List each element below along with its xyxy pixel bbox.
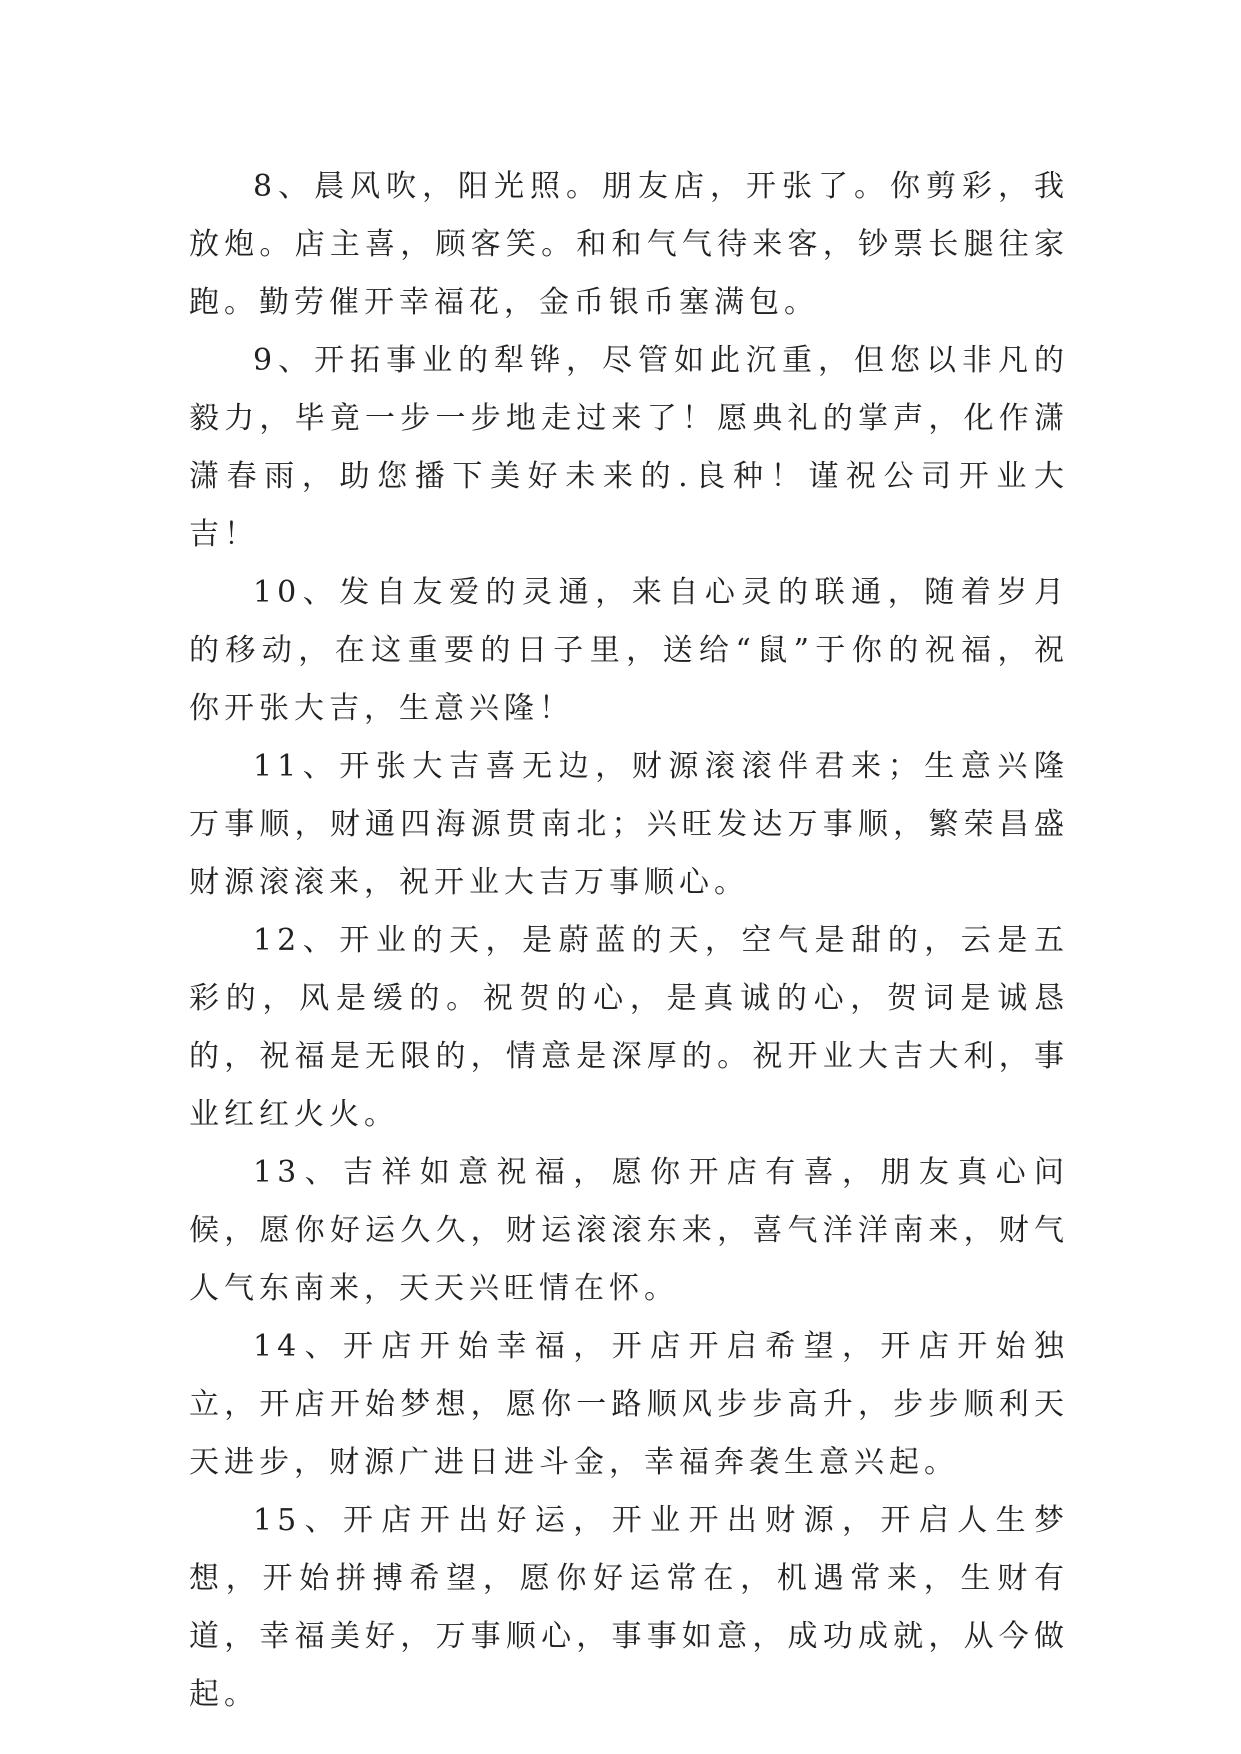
paragraph-13: 13、吉祥如意祝福，愿你开店有喜，朋友真心问候，愿你好运久久，财运滚滚东来，喜气洋洋南来，财气人气东南来，天天兴旺情在怀。 — [189, 1155, 1069, 1306]
paragraph-12: 12、开业的天，是蔚蓝的天，空气是甜的，云是五彩的，风是缓的。祝贺的心，是真诚的心，贺词是诚恳的，祝福是无限的，情意是深厚的。祝开业大吉大利，事业红红火火。 — [189, 923, 1069, 1132]
paragraph-15: 15、开店开出好运，开业开出财源，开启人生梦想，开始拼搏希望，愿你好运常在，机遇常来，生财有道，幸福美好，万事顺心，事事如意，成功成就，从今做起。 — [189, 1503, 1069, 1712]
document-body — [189, 158, 1069, 1724]
paragraph-10: 10、发自友爱的灵通，来自心灵的联通，随着岁月的移动，在这重要的日子里，送给“鼠”于你的祝福，祝你开张大吉，生意兴隆！ — [189, 575, 1069, 726]
paragraph-9: 9、开拓事业的犁铧，尽管如此沉重，但您以非凡的毅力，毕竟一步一步地走过来了！愿典礼的掌声，化作潇潇春雨，助您播下美好未来的.良种！谨祝公司开业大吉！ — [189, 343, 1069, 552]
paragraph-11: 11、开张大吉喜无边，财源滚滚伴君来；生意兴隆万事顺，财通四海源贯南北；兴旺发达万事顺，繁荣昌盛财源滚滚来，祝开业大吉万事顺心。 — [189, 749, 1069, 900]
paragraph-8: 8、晨风吹，阳光照。朋友店，开张了。你剪彩，我放炮。店主喜，顾客笑。和和气气待来客，钞票长腿往家跑。勤劳催开幸福花，金币银币塞满包。 — [189, 169, 1069, 320]
paragraph-14: 14、开店开始幸福，开店开启希望，开店开始独立，开店开始梦想，愿你一路顺风步步高升，步步顺利天天进步，财源广进日进斗金，幸福奔袭生意兴起。 — [189, 1329, 1069, 1480]
